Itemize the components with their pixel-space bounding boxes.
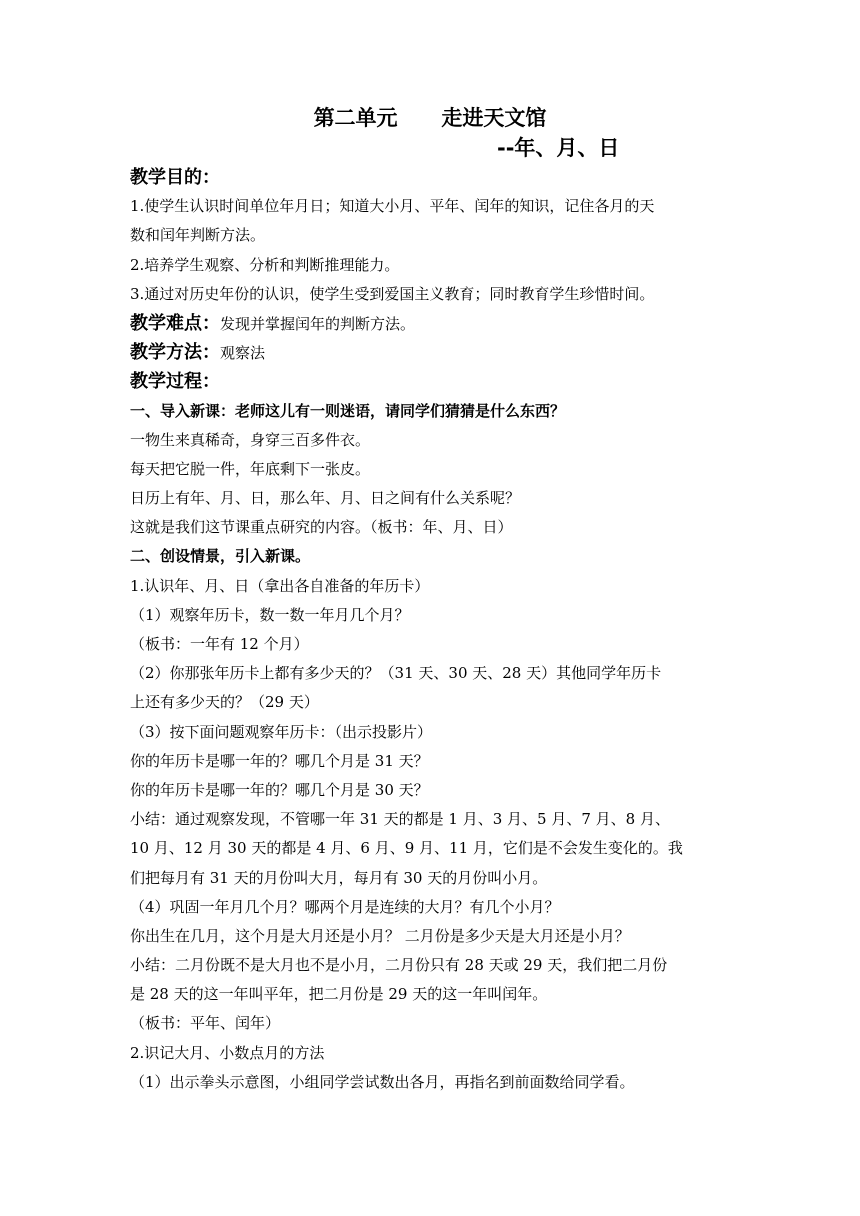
method-text: 观察法 [220, 344, 266, 363]
section2-heading: 二、创设情景，引入新课。 [130, 547, 311, 566]
objectives-line-2: 数和闰年判断方法。 [130, 226, 266, 245]
section2-line-2: （1）观察年历卡，数一数一年月几个月？ [130, 605, 410, 624]
difficulty-row [130, 309, 735, 338]
section2-line-16: （板书：平年、闰年） [130, 1014, 281, 1033]
section2-line-18: （1）出示拳头示意图，小组同学尝试数出各月，再指名到前面数给同学看。 [130, 1072, 635, 1091]
difficulty-text: 发现并掌握闰年的判断方法。 [220, 314, 416, 333]
objectives-heading: 教学目的： [130, 167, 220, 188]
objectives-line-3: 2.培养学生观察、分析和判断推理能力。 [130, 255, 400, 274]
method-heading: 教学方法： [130, 342, 220, 364]
document-subtitle: --年、月、日 [497, 136, 620, 160]
section2-line-15: 是 28 天的这一年叫平年，把二月份是 29 天的这一年叫闰年。 [130, 985, 548, 1004]
process-heading: 教学过程： [130, 371, 220, 393]
section2-line-10: 10 月、12 月 30 天的都是 4 月、6 月、9 月、11 月，它们是不会发生变化的。我 [130, 839, 683, 858]
section2-line-11: 们把每月有 31 天的月份叫大月，每月有 30 天的月份叫小月。 [130, 868, 548, 887]
section2-line-13: 你出生在几月，这个月是大月还是小月？ 二月份是多少天是大月还是小月？ [130, 926, 630, 945]
section1-line-1: 一物生来真稀奇，身穿三百多件衣。 [130, 430, 371, 449]
objectives-line-4: 3.通过对历史年份的认识，使学生受到爱国主义教育；同时教育学生珍惜时间。 [130, 284, 655, 303]
difficulty-heading: 教学难点： [130, 312, 220, 334]
objectives-line-1: 1.使学生认识时间单位年月日；知道大小月、平年、闰年的知识，记住各月的天 [130, 197, 655, 216]
section2-line-17: 2.识记大月、小数点月的方法 [130, 1043, 325, 1062]
method-row [130, 338, 735, 367]
section2-line-12: （4）巩固一年月几个月？哪两个月是连续的大月？有几个小月？ [130, 897, 560, 916]
section1-line-4: 这就是我们这节课重点研究的内容。（板书：年、月、日） [130, 518, 513, 537]
section2-line-6: （3）按下面问题观察年历卡：（出示投影片） [130, 722, 433, 741]
section2-line-14: 小结：二月份既不是大月也不是小月，二月份只有 28 天或 29 天，我们把二月份 [130, 956, 668, 975]
section1-line-3: 日历上有年、月、日，那么年、月、日之间有什么关系呢？ [130, 489, 521, 508]
section2-line-1: 1.认识年、月、日（拿出各自准备的年历卡） [130, 576, 430, 595]
section2-line-8: 你的年历卡是哪一年的？哪几个月是 30 天？ [130, 780, 429, 799]
section1-line-2: 每天把它脱一件，年底剩下一张皮。 [130, 459, 371, 478]
section2-line-7: 你的年历卡是哪一年的？哪几个月是 31 天？ [130, 751, 429, 770]
document-body [130, 163, 735, 1097]
section2-line-5: 上还有多少天的？（29 天） [130, 693, 319, 712]
section2-line-4: （2）你那张年历卡上都有多少天的？（31 天、30 天、28 天）其他同学年历卡 [130, 664, 662, 683]
section1-heading: 一、导入新课：老师这儿有一则迷语，请同学们猜猜是什么东西？ [130, 401, 566, 420]
document-title: 第二单元 走进天文馆 [313, 106, 547, 130]
section2-line-3: （板书：一年有 12 个月） [130, 635, 309, 653]
section2-line-9: 小结：通过观察发现，不管哪一年 31 天的都是 1 月、3 月、5 月、7 月、8 月、 [130, 810, 670, 829]
